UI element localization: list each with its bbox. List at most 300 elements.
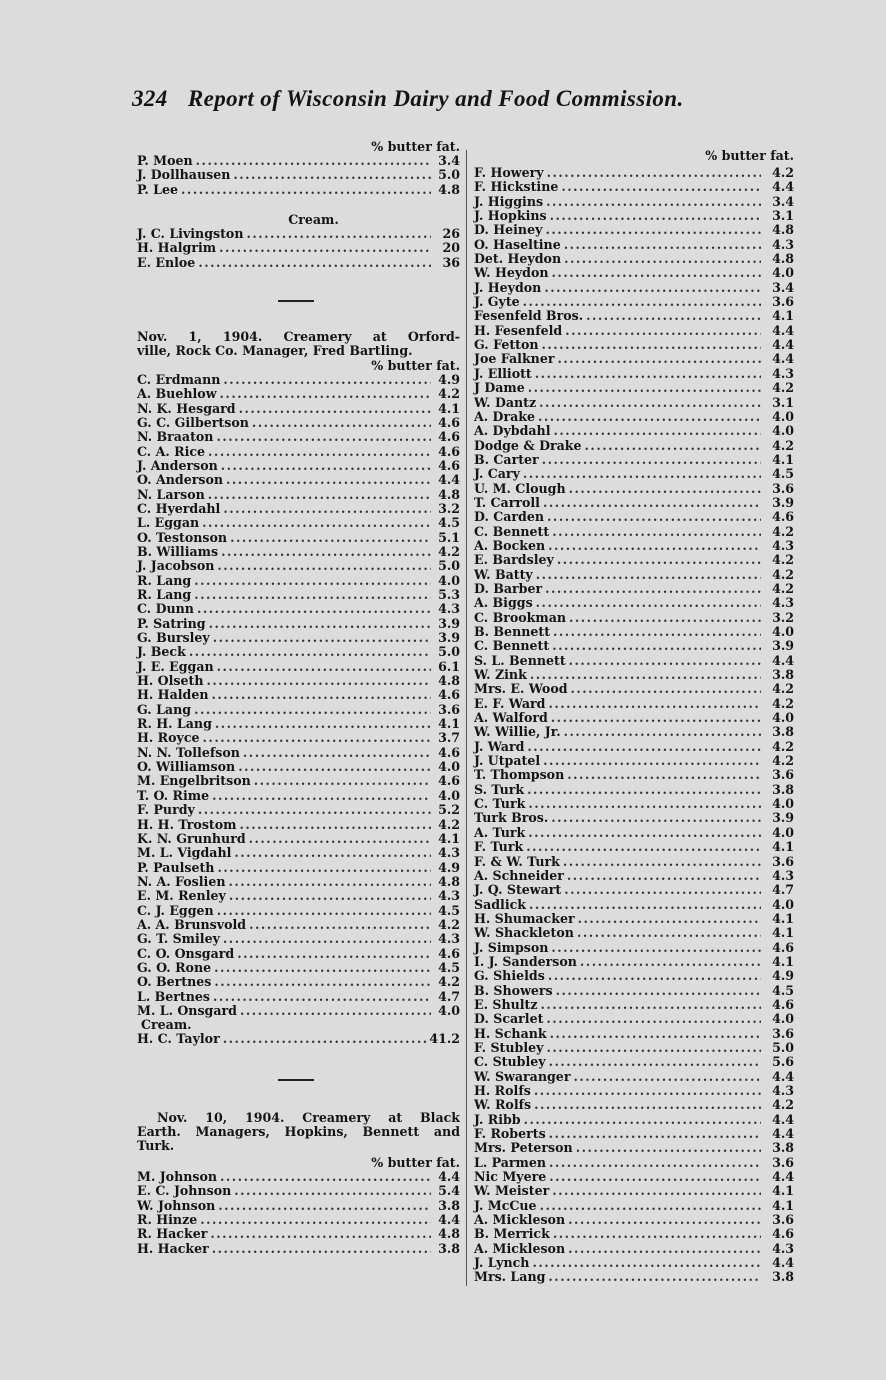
entry-name: J. McCue — [474, 1197, 537, 1213]
list-item — [137, 241, 460, 255]
butter-fat-value: 3.1 — [772, 208, 794, 224]
list-item — [474, 252, 794, 266]
list-item — [474, 482, 794, 496]
leader-dots — [252, 416, 431, 430]
leader-dots — [569, 654, 761, 668]
entry-name: G. O. Rone — [137, 959, 212, 975]
butter-fat-value: 4.4 — [438, 472, 460, 488]
leader-dots — [568, 1213, 761, 1227]
leader-dots — [223, 932, 431, 946]
butter-fat-value: 4.0 — [772, 265, 794, 281]
entry-name: O. Williamson — [137, 759, 236, 775]
entry-name: N. A. Foslien — [137, 873, 226, 889]
butter-fat-value: 5.6 — [772, 1054, 794, 1070]
leader-dots — [243, 746, 431, 760]
list-item — [137, 889, 460, 903]
leader-dots — [564, 238, 761, 252]
butter-fat-value: 4.6 — [438, 744, 460, 760]
list-item — [474, 1098, 794, 1112]
entry-name: J. Simpson — [474, 939, 549, 955]
butter-fat-value: 5.3 — [438, 587, 460, 602]
butter-fat-value: 4.0 — [772, 423, 794, 439]
list-item — [474, 811, 794, 825]
leader-dots — [181, 183, 431, 197]
list-item — [137, 918, 460, 932]
leader-dots — [200, 1213, 431, 1227]
list-item — [474, 639, 794, 653]
list-item — [474, 352, 794, 366]
leader-dots — [239, 818, 431, 832]
entry-name: R. Lang — [137, 587, 192, 602]
leader-dots — [212, 789, 431, 803]
list-item — [474, 840, 794, 854]
butter-fat-value: 4.4 — [772, 1126, 794, 1142]
butter-fat-value: 4.6 — [438, 414, 460, 430]
entry-name: A. Buehlow — [137, 386, 217, 402]
butter-fat-value: 4.3 — [772, 537, 794, 553]
leader-dots — [240, 1004, 431, 1018]
section-heading-line: Nov. 1, 1904. Creamery at Orford- — [137, 330, 460, 345]
list-item — [474, 338, 794, 352]
entry-name: A. Dybdahl — [474, 423, 551, 439]
cream-heading: Cream. — [288, 212, 339, 228]
leader-dots — [198, 803, 431, 817]
list-item — [137, 559, 460, 573]
butter-fat-value: 4.3 — [772, 365, 794, 381]
butter-fat-value: 4.8 — [438, 673, 460, 689]
entry-name: J. Ward — [474, 738, 525, 754]
butter-fat-value: 3.7 — [438, 730, 460, 746]
butter-fat-value: 3.1 — [772, 394, 794, 410]
list-item — [474, 396, 794, 410]
list-item — [474, 439, 794, 453]
leader-dots — [551, 811, 761, 825]
butter-fat-value: 4.2 — [772, 380, 794, 396]
butter-fat-value: 4.5 — [438, 902, 460, 918]
leader-dots — [223, 502, 431, 516]
section-divider — [278, 1079, 314, 1081]
section-divider — [278, 300, 314, 302]
unit-label: % butter fat. — [705, 148, 794, 163]
leader-dots — [542, 338, 761, 352]
entry-name: Nic Myere — [474, 1169, 547, 1185]
entry-name: H. Hacker — [137, 1240, 209, 1256]
section-heading-line: Earth. Managers, Hopkins, Bennett and — [137, 1125, 460, 1140]
entry-name: D. Heiney — [474, 222, 543, 238]
butter-fat-value: 4.4 — [772, 351, 794, 367]
entry-name: C. O. Onsgard — [137, 945, 235, 961]
leader-dots — [561, 180, 761, 194]
entry-name: T. Carroll — [474, 494, 540, 510]
leader-dots — [549, 1156, 761, 1170]
entry-name: J. Anderson — [137, 457, 218, 473]
group-list — [137, 154, 460, 197]
leader-dots — [196, 154, 431, 168]
butter-fat-value: 6.1 — [438, 658, 460, 674]
butter-fat-value: 3.6 — [438, 701, 460, 717]
butter-fat-value: 4.6 — [438, 945, 460, 961]
list-item — [137, 904, 460, 918]
leader-dots — [573, 1070, 761, 1084]
leader-dots — [557, 553, 761, 567]
butter-fat-value: 3.8 — [772, 724, 794, 740]
butter-fat-value: 4.4 — [772, 652, 794, 668]
list-item — [137, 1170, 460, 1184]
butter-fat-value: 5.0 — [438, 558, 460, 574]
entry-name: W. Rolfs — [474, 1097, 532, 1113]
butter-fat-value: 4.6 — [772, 996, 794, 1012]
leader-dots — [551, 711, 761, 725]
butter-fat-value: 4.3 — [438, 601, 460, 617]
leader-dots — [212, 688, 432, 702]
butter-fat-value: 3.6 — [772, 1154, 794, 1170]
butter-fat-value: 3.9 — [772, 638, 794, 654]
entry-name: H. Royce — [137, 730, 200, 746]
entry-name: H. Halden — [137, 687, 209, 703]
butter-fat-value: 4.4 — [772, 179, 794, 195]
list-item — [137, 947, 460, 961]
list-item — [137, 645, 460, 659]
section-heading-line: Nov. 10, 1904. Creamery at Black — [157, 1110, 460, 1125]
butter-fat-value: 4.2 — [438, 543, 460, 559]
list-item — [474, 1227, 794, 1241]
leader-dots — [552, 266, 761, 280]
entry-name: N. N. Tollefson — [137, 744, 240, 760]
list-item — [137, 674, 460, 688]
leader-dots — [526, 840, 761, 854]
entry-name: H. Rolfs — [474, 1083, 531, 1098]
entry-name: W. Dantz — [474, 394, 537, 410]
entry-name: R. Hinze — [137, 1211, 198, 1227]
cream-list — [137, 1032, 460, 1046]
butter-fat-value: 4.8 — [772, 251, 794, 267]
list-item — [137, 602, 460, 616]
entry-name: M. L. Onsgard — [137, 1002, 237, 1018]
list-item — [137, 774, 460, 788]
leader-dots — [208, 445, 431, 459]
entry-name: T. Thompson — [474, 767, 565, 783]
list-item — [137, 1242, 460, 1256]
entry-name: C. Bennett — [474, 638, 550, 654]
entry-name: W. Meister — [474, 1183, 550, 1199]
list-item — [474, 1127, 794, 1141]
leader-dots — [528, 826, 761, 840]
entry-name: Dodge & Drake — [474, 437, 582, 453]
list-item — [137, 1032, 460, 1046]
butter-fat-value: 4.3 — [772, 1083, 794, 1098]
list-item — [474, 1270, 794, 1284]
butter-fat-value: 5.0 — [438, 644, 460, 660]
entry-name: A. Drake — [474, 408, 535, 424]
list-item — [474, 668, 794, 682]
entry-name: B. Williams — [137, 543, 219, 559]
butter-fat-value: 4.0 — [772, 1011, 794, 1027]
entry-name: J. Hopkins — [474, 208, 547, 224]
butter-fat-value: 3.8 — [772, 1140, 794, 1156]
leader-dots — [213, 631, 431, 645]
entry-name: L. Parmen — [474, 1154, 547, 1170]
list-item — [474, 611, 794, 625]
list-item — [474, 180, 794, 194]
entry-name: E. F. Ward — [474, 695, 546, 711]
leader-dots — [528, 797, 761, 811]
list-item — [137, 617, 460, 631]
leader-dots — [524, 1113, 761, 1127]
leader-dots — [249, 918, 431, 932]
butter-fat-value: 4.7 — [772, 882, 794, 898]
list-item — [474, 869, 794, 883]
butter-fat-value: 4.8 — [438, 486, 460, 502]
entry-name: K. N. Grunhurd — [137, 830, 246, 846]
list-item — [474, 883, 794, 897]
leader-dots — [219, 241, 431, 255]
list-item — [137, 875, 460, 889]
leader-dots — [549, 1127, 761, 1141]
entry-name: M. Johnson — [137, 1168, 218, 1184]
entry-name: Mrs. E. Wood — [474, 681, 568, 697]
list-item — [474, 1156, 794, 1170]
butter-fat-value: 4.2 — [772, 552, 794, 568]
butter-fat-value: 3.9 — [438, 630, 460, 646]
butter-fat-value: 3.9 — [772, 494, 794, 510]
entry-name: J. C. Livingston — [137, 226, 244, 242]
entry-name: P. Moen — [137, 153, 193, 168]
entry-name: R. H. Lang — [137, 716, 212, 732]
butter-fat-value: 4.0 — [438, 1002, 460, 1018]
butter-fat-value: 4.2 — [772, 165, 794, 180]
entry-name: G. C. Gilbertson — [137, 414, 249, 430]
list-item — [474, 625, 794, 639]
leader-dots — [565, 324, 761, 338]
leader-dots — [571, 682, 761, 696]
list-item — [137, 846, 460, 860]
list-item — [474, 309, 794, 323]
entry-name: A. Bocken — [474, 537, 546, 553]
list-item — [474, 281, 794, 295]
entry-name: Turk Bros. — [474, 810, 549, 826]
butter-fat-value: 4.0 — [772, 710, 794, 726]
list-item — [137, 488, 460, 502]
list-item — [474, 195, 794, 209]
butter-fat-value: 3.9 — [438, 615, 460, 631]
entry-name: L. Bertnes — [137, 988, 210, 1004]
leader-dots — [198, 256, 431, 270]
butter-fat-value: 4.2 — [438, 916, 460, 932]
left-column — [137, 140, 460, 1256]
leader-dots — [568, 1242, 761, 1256]
list-item — [137, 760, 460, 774]
entry-name: J. Beck — [137, 644, 186, 660]
butter-fat-value: 4.0 — [772, 824, 794, 840]
list-item — [137, 183, 460, 197]
butter-fat-value: 41.2 — [429, 1031, 460, 1047]
list-item — [474, 1041, 794, 1055]
entry-name: C. Bennett — [474, 523, 550, 539]
leader-dots — [547, 166, 761, 180]
entry-name: C. Hyerdahl — [137, 500, 221, 516]
butter-fat-value: 4.6 — [438, 687, 460, 703]
entry-name: F. Stubley — [474, 1039, 544, 1055]
group-list — [474, 166, 794, 1285]
list-item — [474, 367, 794, 381]
butter-fat-value: 4.1 — [772, 451, 794, 467]
entry-name: I. J. Sanderson — [474, 953, 577, 969]
list-item — [137, 1227, 460, 1241]
list-item — [474, 1242, 794, 1256]
butter-fat-value: 36 — [442, 254, 460, 270]
list-item — [474, 424, 794, 438]
list-item — [474, 410, 794, 424]
butter-fat-value: 4.2 — [438, 386, 460, 402]
leader-dots — [220, 1170, 431, 1184]
entry-name: W. Zink — [474, 667, 527, 683]
entry-name: Sadlick — [474, 896, 527, 912]
list-item — [137, 818, 460, 832]
list-item — [474, 926, 794, 940]
butter-fat-value: 4.1 — [772, 1197, 794, 1213]
list-item — [137, 154, 460, 168]
leader-dots — [536, 568, 761, 582]
list-item — [474, 969, 794, 983]
butter-fat-value: 3.6 — [772, 294, 794, 310]
list-item — [137, 861, 460, 875]
leader-dots — [580, 955, 761, 969]
leader-dots — [553, 625, 761, 639]
butter-fat-value: 3.4 — [438, 153, 460, 168]
list-item — [137, 717, 460, 731]
right-column — [474, 146, 794, 1285]
butter-fat-value: 3.6 — [772, 767, 794, 783]
leader-dots — [214, 975, 431, 989]
list-item — [137, 832, 460, 846]
list-item — [474, 998, 794, 1012]
entry-name: E. Shultz — [474, 996, 538, 1012]
entry-name: M. L. Vigdahl — [137, 845, 232, 861]
list-item — [474, 467, 794, 481]
list-item — [137, 531, 460, 545]
butter-fat-value: 3.8 — [438, 1197, 460, 1213]
leader-dots — [550, 1027, 761, 1041]
butter-fat-value: 4.5 — [772, 466, 794, 482]
page-title: Report of Wisconsin Dairy and Food Commission. — [187, 86, 684, 111]
list-item — [474, 740, 794, 754]
leader-dots — [564, 725, 761, 739]
butter-fat-value: 20 — [442, 240, 460, 256]
butter-fat-value: 4.1 — [772, 1183, 794, 1199]
list-item — [474, 1084, 794, 1098]
butter-fat-value: 4.2 — [772, 1097, 794, 1113]
list-item — [137, 1199, 460, 1213]
list-item — [137, 731, 460, 745]
entry-name: A. Biggs — [474, 595, 533, 611]
entry-name: N. K. Hesgard — [137, 400, 236, 416]
butter-fat-value: 4.0 — [772, 408, 794, 424]
leader-dots — [234, 846, 431, 860]
entry-name: C. A. Rice — [137, 443, 206, 459]
butter-fat-value: 4.3 — [438, 888, 460, 904]
list-item — [474, 711, 794, 725]
entry-name: J. Gyte — [474, 294, 520, 310]
butter-fat-value: 4.1 — [772, 953, 794, 969]
leader-dots — [535, 367, 761, 381]
entry-name: H. C. Taylor — [137, 1031, 220, 1047]
leader-dots — [523, 467, 761, 481]
list-item — [474, 1184, 794, 1198]
list-item — [137, 227, 460, 241]
entry-name: W. Heydon — [474, 265, 549, 281]
butter-fat-value: 4.4 — [772, 337, 794, 353]
entry-name: R. Lang — [137, 572, 192, 588]
list-item — [137, 387, 460, 401]
leader-dots — [554, 424, 762, 438]
list-item — [137, 545, 460, 559]
section-heading — [137, 330, 460, 359]
entry-name: P. Lee — [137, 181, 179, 197]
butter-fat-value: 3.2 — [772, 609, 794, 625]
leader-dots — [563, 855, 761, 869]
leader-dots — [194, 703, 431, 717]
leader-dots — [545, 582, 761, 596]
list-item — [137, 803, 460, 817]
leader-dots — [541, 998, 761, 1012]
unit-label: % butter fat. — [371, 139, 460, 154]
list-item — [474, 166, 794, 180]
butter-fat-value: 4.6 — [438, 773, 460, 789]
entry-name: J. Dollhausen — [137, 167, 231, 183]
leader-dots — [552, 1184, 761, 1198]
entry-name: F. Turk — [474, 839, 524, 855]
entry-name: Joe Falkner — [474, 351, 555, 367]
entry-name: S. Turk — [474, 781, 525, 797]
leader-dots — [569, 611, 761, 625]
leader-dots — [586, 309, 761, 323]
leader-dots — [249, 832, 431, 846]
list-item — [474, 238, 794, 252]
butter-fat-value: 4.0 — [772, 796, 794, 812]
leader-dots — [548, 969, 761, 983]
entry-name: J. Lynch — [474, 1255, 530, 1271]
list-item — [137, 574, 460, 588]
entry-name: E. M. Renley — [137, 888, 226, 904]
entry-name: F. Howery — [474, 165, 544, 180]
leader-dots — [585, 439, 761, 453]
leader-dots — [208, 488, 431, 502]
entry-name: J. Jacobson — [137, 558, 215, 574]
entry-name: Fesenfeld Bros. — [474, 308, 584, 324]
entry-name: P. Paulseth — [137, 859, 215, 875]
leader-dots — [229, 889, 431, 903]
butter-fat-value: 3.2 — [438, 500, 460, 516]
leader-dots — [203, 731, 431, 745]
list-item — [474, 381, 794, 395]
leader-dots — [223, 373, 431, 387]
leader-dots — [564, 883, 761, 897]
entry-name: J. Utpatel — [474, 753, 541, 769]
list-item — [137, 168, 460, 182]
entry-name: Mrs. Peterson — [474, 1140, 573, 1156]
entry-name: O. Testonson — [137, 529, 228, 545]
butter-fat-value: 4.6 — [772, 1226, 794, 1242]
butter-fat-value: 4.9 — [438, 371, 460, 387]
list-item — [474, 1113, 794, 1127]
butter-fat-value: 4.6 — [772, 939, 794, 955]
list-item — [137, 703, 460, 717]
butter-fat-value: 4.5 — [438, 515, 460, 531]
entry-name: G. Shields — [474, 968, 545, 984]
leader-dots — [217, 660, 431, 674]
butter-fat-value: 4.8 — [438, 873, 460, 889]
entry-name: Mrs. Lang — [474, 1269, 546, 1285]
